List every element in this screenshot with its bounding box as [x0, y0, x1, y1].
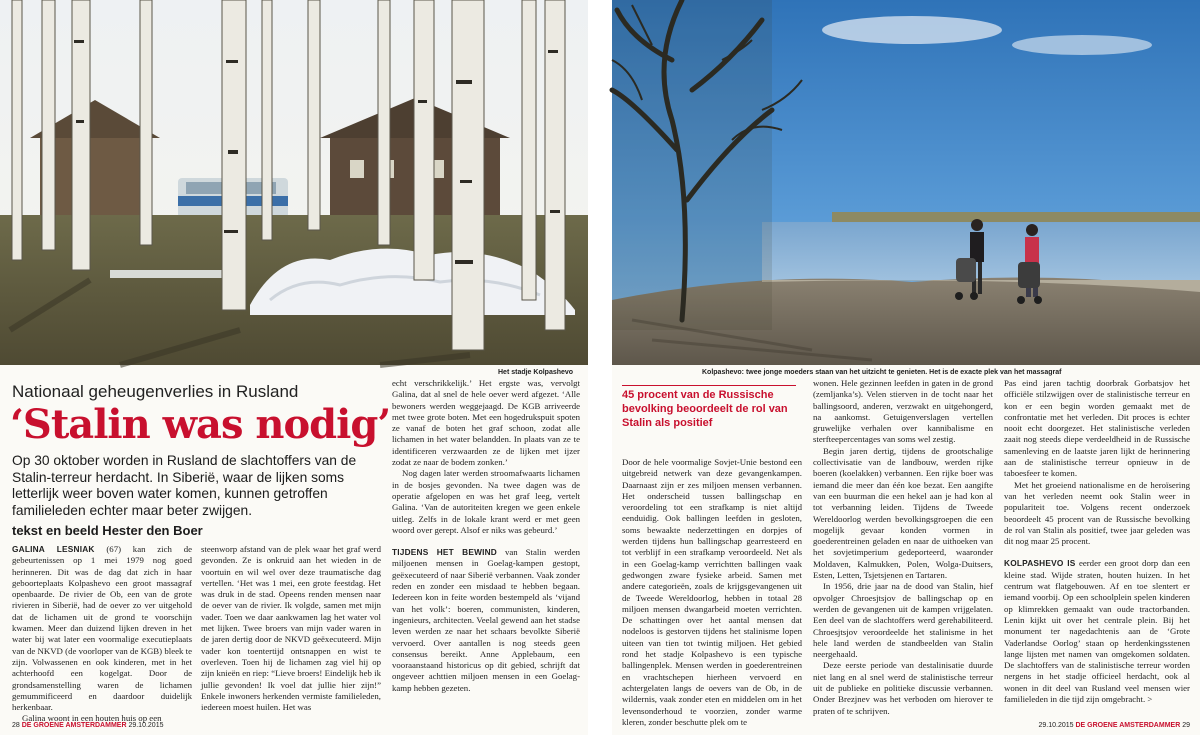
body-column-2	[201, 544, 381, 716]
paragraph: Galina woont in een houten huis op een	[22, 713, 162, 724]
paragraph: Door de hele voormalige Sovjet-Unie bestond een uitgebreid netwerk van deze gevangenkampen. Daarnaast zijn er zes miljoen mensen verbannen. Het onderscheid tussen ballingschap en veroordeling tot een strafkamp is niet altijd eenduidig. Ook ballingen leefden in gesloten, soms bewaakte nederzettingen en dorpjes of werden tijdens hun ballingschap gearresteerd en tot verblijf in een strafkamp veroordeeld. Net als in een Goelag-kamp verrichtten ballingen vaak gedwongen zware fysieke arbeid. Samen met andere categorieën, zoals de krijgsgevangenen uit de Tweede Wereldoorlog, hebben in totaal 28 miljoen mensen dwangarbeid moeten verrichten. De schattingen over het aantal mensen dat nodeloos is gestorven tijdens het stalinisme lopen uiteen van tien tot twintig miljoen. Het gebied rond het stadje Kolpashevo is een typische ballingenplek. Mensen werden in goederentreinen en vrachtschepen hierheen vervoerd en achtergelaten langs de oevers van de Ob, in de wildernis, vaak zonder eten en middelen om in het levensonderhoud te voorzien, zonder warme kleren, zonder beschutte plek om te	[622, 457, 802, 727]
lead-in: KOLPASHEVO IS	[1004, 558, 1076, 569]
photo-caption-left: Het stadje Kolpashevo	[498, 369, 574, 376]
magazine-name: DE GROENE AMSTERDAMMER	[21, 722, 127, 729]
spread-gutter	[588, 0, 612, 735]
paragraph: steenworp afstand van de plek waar het graf werd gevonden. Ze is onkruid aan het wieden in de voortuin en wil wel over deze traumatische dag vertellen. ‘Het was 1 mei, een grote feestdag. Het was druk in de stad. Opeens renden mensen naar de oever van de rivier. Ik volgde, samen met mijn vader. Toen we daar aankwamen lag het water vol met lijken. Twee broers van mijn vader waren in de jaren dertig door de NKVD geëxecuteerd. Mijn vader kon toentertijd ontsnappen en wist te overleven. Toen hij de lichamen zag viel hij op zijn knieën en riep: “Lieve broers! Eindelijk heb ik jullie gevonden! Ik voel dat jullie hier zijn!” Enkele inwoners herkenden vermiste familieleden, iedereen moest huilen. Het was	[201, 544, 381, 713]
kolpashevo-town-photo	[0, 0, 588, 365]
article-headline: ‘Stalin was nodig’	[10, 401, 391, 448]
folio-left	[12, 722, 164, 729]
body-column-6	[1004, 378, 1190, 718]
birch-trees-illustration	[0, 0, 588, 365]
pullquote-rule	[622, 385, 796, 386]
paragraph: (67) kan zich de gebeurtenissen op 1 mei 1979 nog goed herinneren. Dit was de dag dat zich in haar geboorteplaats Kolpashevo een groot massagraf openbaarde. De rivier de Ob, een van de grote rivieren in Siberië, had de oever zo ver uitgehold dat de lichamen uit de grond te voorschijn kwamen. Meer dan duizend lijken dreven in het water bij wat later een voormalige executieplaats van de NKVD (de voorloper van de KGB) bleek te zijn. Volwassenen en ook kinderen, met in het achterhoofd een kogelgat. Door de grondsamenstelling waren de lichamen gemummificeerd en daardoor duidelijk herkenbaar.	[12, 544, 193, 713]
body-column-1	[12, 544, 193, 724]
folio-right	[1039, 722, 1191, 729]
paragraph: echt verschrikkelijk.’ Het ergste was, vervolgt Galina, dat al snel de hele oever werd afgezet. ‘Alle bewoners werden weggejaagd. De KGB arriveerde met twee grote boten. Met een hogedrukspuit spoten ze vanaf de boten het graf schoon, zodat alle lichamen in het water belandden. In plaats van ze te identificeren verzwaarden ze de lijken met ijzer zodat ze naar de bodem zonken.’	[392, 378, 580, 468]
issue-date: 29.10.2015	[128, 722, 164, 729]
paragraph: Met het groeiend nationalisme en de heroïsering van het verleden neemt ook Stalin weer in populariteit toe. Volgens recent onderzoek beoordeelt 45 procent van de Russische bevolking de rol van Stalin als positief, twee jaar geleden was dit nog maar 25 procent.	[1004, 479, 1190, 547]
article-intro: Op 30 oktober worden in Rusland de slachtoffers van de Stalin-terreur herdacht. In Siberië, waar de lijken soms letterlijk weer boven water komen, kunnen getroffen familieleden echter maar beter zwijgen.	[12, 453, 357, 518]
body-column-5	[813, 378, 993, 718]
paragraph: Begin jaren dertig, tijdens de grootschalige collectivisatie van de landbouw, werden rijke boeren (koelakken) verbannen. Een rijke boer was iemand die meer dan één koe bezat. Een aangifte van een buurman die een hekel aan je had kon al tot verbanning leiden. Tijdens de Tweede Wereldoorlog werden bevolkingsgroepen die een mogelijk gevaar konden vormen in goederentreinen geladen en naar de uithoeken van het sovjetimperium gedeporteerd, waaronder Moldaven, Kalmukken, Polen, Wolga-Duitsers, Esten, Letten, Tsjetsjenen en Tartaren.	[813, 445, 993, 581]
riverbank-illustration	[612, 0, 1200, 365]
photo-caption-right: Kolpashevo: twee jonge moeders staan van het uitzicht te genieten. Het is de exacte plek van het massagraf	[702, 369, 1062, 376]
body-column-3	[392, 378, 580, 718]
paragraph: Nog dagen later werden stroomafwaarts lichamen in de bosjes gevonden. Na twee dagen was de operatie afgelopen en was het graf leeg, vertelt Galina. ‘Van de autoriteiten kregen we geen enkele uitleg. Zelfs in de lokale krant werd er met geen woord over gerept. Alsof er niks was gebeurd.’	[392, 468, 580, 535]
pullquote: 45 procent van de Russische bevolking beoordeelt de rol van Stalin als positief	[622, 389, 788, 429]
page-number: 29	[1182, 722, 1190, 729]
paragraph: Deze eerste periode van destalinisatie duurde niet lang en al snel werd de stalinistische terreur uit de publieke en politieke discussie verbannen. Onder Brezjnev was het verboden om hierover te praten of te schrijven.	[813, 660, 993, 716]
riverbank-photo	[612, 0, 1200, 365]
article-kicker: Nationaal geheugenverlies in Rusland	[12, 382, 299, 401]
paragraph: van Stalin werden miljoenen mensen in Goelag-kampen gestopt, geëxecuteerd of naar Siberië verbannen. Vaak zonder reden en zonder een misdaad te hebben begaan. Iedereen kon in feite worden bestempeld als ‘vijand van het volk’: boeren, communisten, kinderen, ingenieurs, architecten. Veelal gewend aan het stadse leven werden ze naar het schaars bevolkte Siberië vervoerd. Over aantallen is nog steeds geen consensus bereikt. Anne Applebaum, een vooraanstaand historicus op dit gebied, schrijft dat ongeveer achttien miljoen mensen in een Goelag-kamp hebben gezeten.	[392, 547, 580, 693]
magazine-name: DE GROENE AMSTERDAMMER	[1075, 722, 1181, 729]
body-column-4	[622, 457, 802, 727]
paragraph: Pas eind jaren tachtig doorbrak Gorbatsjov het officiële stilzwijgen over de stalinistische terreur en kon er een begin worden gemaakt met de confrontatie met het verleden. Dit proces is echter nooit echt doorgezet. Het stalinistische verleden zaait nog steeds diepe verdeeldheid in de Russische samenleving en de laatste jaren lijkt de herinnering aan de stalinistische terreur opnieuw in de taboesfeer te komen.	[1004, 378, 1190, 479]
paragraph: wonen. Hele gezinnen leefden in gaten in de grond (zemljanka’s). Velen stierven in de tocht naar het ballingsoord, anderen, verzwakt en uitgehongerd, na aankomst. Getuigenverslagen vertellen gruwelijke verhalen over kannibalisme en sterfteepercentages van soms wel zestig.	[813, 378, 993, 445]
lead-in: GALINA LESNIAK	[12, 544, 95, 554]
lead-in: TIJDENS HET BEWIND	[392, 547, 498, 558]
paragraph: In 1956, drie jaar na de dood van Stalin, hief opvolger Chroesjtsjov de ballingschap op en werden de gevangenen uit de kampen vrijgelaten. Een deel van de slachtoffers werd gerehabiliteerd. Chroesjtsjov veroordeelde het stalinisme in het hele land werden de standbeelden van Stalin neergehaald.	[813, 581, 993, 660]
article-byline: tekst en beeld Hester den Boer	[12, 523, 203, 538]
issue-date: 29.10.2015	[1038, 722, 1074, 729]
right-page	[612, 0, 1200, 735]
page-number: 28	[12, 722, 20, 729]
paragraph: eerder een groot dorp dan een kleine stad. Wijde straten, houten huizen. In het centrum wat flatgebouwen. Af en toe slentert er iemand voorbij. Op een schoolplein spelen kinderen op klimrekken gemaakt van oude tractorbanden. Lenin kijkt uit over het centrale plein. Bij het monument ter nagedachtenis aan de ‘Grote Vaderlandse Oorlog’ staan op herdenkingsstenen lange lijsten met namen van omgekomen soldaten. De slachtoffers van de stalinistische terreur worden nergens in het stadje officieel herdacht, ook al wonen in dit deel van Rusland veel mensen wier familieleden in die tijd zijn omgebracht. >	[1004, 558, 1191, 705]
left-page	[0, 0, 588, 735]
